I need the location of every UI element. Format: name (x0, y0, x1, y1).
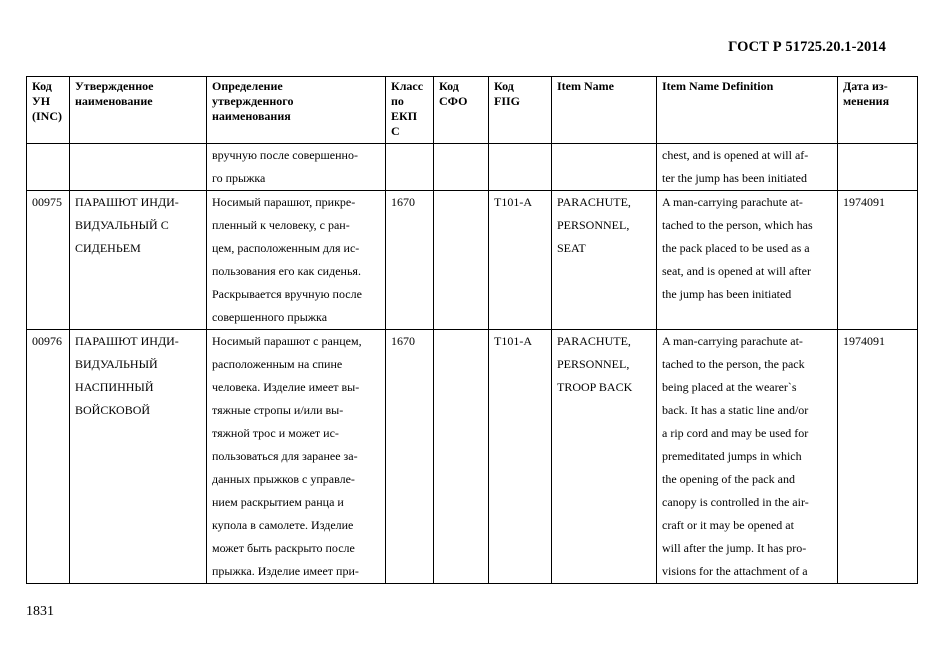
text-line: visions for the attachment of a (662, 564, 808, 578)
text-line: the pack placed to be used as a (662, 241, 810, 255)
cell-definition (207, 191, 386, 330)
text-line: back. It has a static line and/or (662, 403, 809, 417)
text-line: 1974091 (843, 195, 885, 209)
text-line: УН (32, 94, 51, 108)
document-standard-number: ГОСТ Р 51725.20.1-2014 (728, 39, 886, 55)
text-line: premeditated jumps in which (662, 449, 802, 463)
cell-change-date (838, 144, 918, 191)
text-line: 1670 (391, 334, 415, 348)
text-line: A man-carrying parachute at- (662, 334, 803, 348)
cell-item-name-definition (657, 144, 838, 191)
text-line: Код (494, 79, 514, 93)
text-line: менения (843, 94, 890, 108)
text-line: Код (439, 79, 459, 93)
text-line: T101-A (494, 195, 532, 209)
text-line: цем, расположенным для ис- (212, 241, 360, 255)
cell-item-name-definition (657, 191, 838, 330)
text-line: PERSONNEL, (557, 357, 630, 371)
cell-sfo-code (434, 144, 489, 191)
text-line: 1670 (391, 195, 415, 209)
text-line: Item Name (557, 79, 614, 93)
table-row (27, 144, 918, 191)
cell-item-name (552, 144, 657, 191)
col-header-change-date (838, 77, 918, 144)
table-row (27, 191, 918, 330)
text-line: Класс (391, 79, 424, 93)
text-line: наименования (212, 109, 291, 123)
text-line: нием раскрытием ранца и (212, 495, 344, 509)
text-line: chest, and is opened at will af- (662, 148, 809, 162)
text-line: человека. Изделие имеет вы- (212, 380, 360, 394)
cell-sfo-code (434, 330, 489, 584)
text-line: ter the jump has been initiated (662, 171, 807, 185)
text-line: 00975 (32, 195, 62, 209)
text-line: утвержденного (212, 94, 294, 108)
cell-ekps-class (386, 144, 434, 191)
text-line: может быть раскрыто после (212, 541, 355, 555)
cell-fiig-code (489, 330, 552, 584)
cell-item-name (552, 191, 657, 330)
text-line: PARACHUTE, (557, 334, 631, 348)
page-number: 1831 (26, 604, 54, 619)
text-line: Item Name Definition (662, 79, 774, 93)
cell-change-date (838, 191, 918, 330)
text-line: craft or it may be opened at (662, 518, 794, 532)
text-line: PARACHUTE, (557, 195, 631, 209)
text-line: PERSONNEL, (557, 218, 630, 232)
text-line: canopy is controlled in the air- (662, 495, 809, 509)
cell-fiig-code (489, 191, 552, 330)
text-line: A man-carrying parachute at- (662, 195, 803, 209)
text-line: расположенным на спине (212, 357, 343, 371)
text-line: SEAT (557, 241, 586, 255)
text-line: ВОЙСКОВОЙ (75, 403, 151, 417)
table-header-row (27, 77, 918, 144)
col-header-name (70, 77, 207, 144)
text-line: СИДЕНЬЕМ (75, 241, 141, 255)
text-line: tached to the person, which has (662, 218, 813, 232)
col-header-fiig-code (489, 77, 552, 144)
text-line: will after the jump. It has pro- (662, 541, 807, 555)
text-line: a rip cord and may be used for (662, 426, 809, 440)
text-line: по (391, 94, 404, 108)
text-line: ПАРАШЮТ ИНДИ- (75, 195, 179, 209)
text-line: СФО (439, 94, 468, 108)
text-line: TROOP BACK (557, 380, 633, 394)
text-line: seat, and is opened at will after (662, 264, 811, 278)
text-line: наименование (75, 94, 153, 108)
text-line: ВИДУАЛЬНЫЙ (75, 357, 158, 371)
text-line: Носимый парашют с ранцем, (212, 334, 362, 348)
text-line: ВИДУАЛЬНЫЙ С (75, 218, 169, 232)
cell-fiig-code (489, 144, 552, 191)
text-line: го прыжка (212, 171, 266, 185)
text-line: Определение (212, 79, 283, 93)
cell-name (70, 330, 207, 584)
cell-definition (207, 144, 386, 191)
cell-name (70, 144, 207, 191)
text-line: ЕКП (391, 109, 418, 123)
text-line: данных прыжков с управле- (212, 472, 355, 486)
text-line: тяжной трос и может ис- (212, 426, 339, 440)
text-line: the opening of the pack and (662, 472, 795, 486)
catalog-table (26, 76, 918, 584)
text-line: пленный к человеку, с ран- (212, 218, 350, 232)
text-line: Дата из- (843, 79, 888, 93)
cell-change-date (838, 330, 918, 584)
col-header-sfo-code (434, 77, 489, 144)
cell-sfo-code (434, 191, 489, 330)
text-line: НАСПИННЫЙ (75, 380, 154, 394)
text-line: ПАРАШЮТ ИНДИ- (75, 334, 179, 348)
text-line: T101-A (494, 334, 532, 348)
text-line: Код (32, 79, 52, 93)
cell-code (27, 330, 70, 584)
cell-name (70, 191, 207, 330)
col-header-item-name (552, 77, 657, 144)
text-line: тяжные стропы и/или вы- (212, 403, 344, 417)
cell-item-name-definition (657, 330, 838, 584)
text-line: Носимый парашют, прикре- (212, 195, 356, 209)
table-row (27, 330, 918, 584)
text-line: купола в самолете. Изделие (212, 518, 354, 532)
cell-ekps-class (386, 330, 434, 584)
cell-item-name (552, 330, 657, 584)
text-line: tached to the person, the pack (662, 357, 805, 371)
text-line: 00976 (32, 334, 62, 348)
col-header-ekps-class (386, 77, 434, 144)
text-line: the jump has been initiated (662, 287, 792, 301)
text-line: being placed at the wearer`s (662, 380, 797, 394)
text-line: Раскрывается вручную после (212, 287, 362, 301)
text-line: пользования его как сиденья. (212, 264, 361, 278)
text-line: FIIG (494, 94, 521, 108)
cell-code (27, 191, 70, 330)
text-line: Утвержденное (75, 79, 154, 93)
text-line: С (391, 124, 400, 138)
col-header-definition (207, 77, 386, 144)
cell-definition (207, 330, 386, 584)
text-line: 1974091 (843, 334, 885, 348)
col-header-item-name-definition (657, 77, 838, 144)
col-header-code (27, 77, 70, 144)
text-line: (INC) (32, 109, 62, 123)
cell-ekps-class (386, 191, 434, 330)
text-line: совершенного прыжка (212, 310, 328, 324)
cell-code (27, 144, 70, 191)
text-line: пользоваться для заранее за- (212, 449, 358, 463)
text-line: вручную после совершенно- (212, 148, 358, 162)
text-line: прыжка. Изделие имеет при- (212, 564, 359, 578)
